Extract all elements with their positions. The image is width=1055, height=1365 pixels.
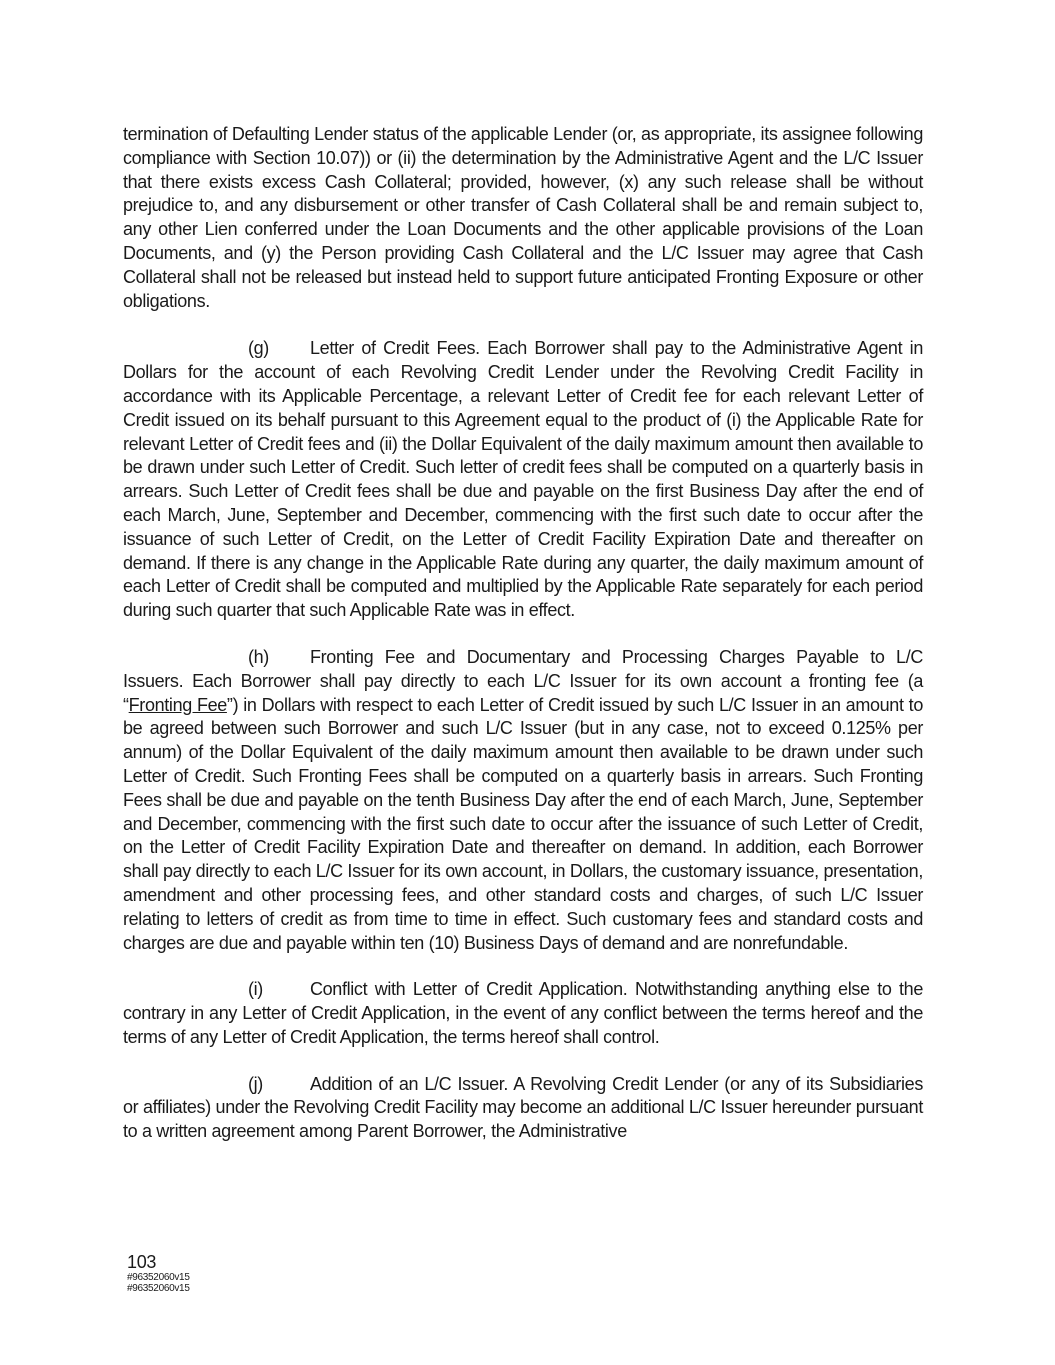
paragraph-f-continuation xyxy=(123,123,923,313)
section-label-i: (i) xyxy=(248,979,263,1000)
paragraph-g xyxy=(123,337,923,623)
paragraph-text: termination of Defaulting Lender status of the applicable Lender (or, as appropriate, its assignee following compliance with Section 10.07)) or (ii) the determination by the Administrative Agent and the L/C Issuer that there exists excess Cash Collateral; provided, however, (x) any such release shall be without prejudice to, and any disbursement or other transfer of Cash Collateral shall be and remain subject to, any other Lien conferred under the Loan Documents and the other applicable provisions of the Loan Documents, and (y) the Person providing Cash Collateral and the L/C Issuer may agree that Cash Collateral shall not be released but instead held to support future anticipated Fronting Exposure or other obligations. xyxy=(123,124,923,311)
document-id: #96352060v15 xyxy=(127,1272,190,1283)
defined-term-fronting-fee: Fronting Fee xyxy=(128,694,227,715)
document-id: #96352060v15 xyxy=(127,1283,190,1294)
document-body xyxy=(123,123,923,1167)
paragraph-j xyxy=(123,1073,923,1144)
paragraph-text: Fronting Fee and Documentary and Processing Charges Payable to L/C Issuers. Each Borrower shall pay directly to each L/C Issuer for its own account a fronting fee (a “ xyxy=(123,646,923,715)
section-label-j: (j) xyxy=(248,1073,263,1094)
paragraph-text: Letter of Credit Fees. Each Borrower shall pay to the Administrative Agent in Dollars for the account of each Revolving Credit Lender under the Revolving Credit Facility in accordance with its Applicable Percentage, a relevant Letter of Credit fee for each relevant Letter of Credit issued on its behalf pursuant to this Agreement equal to the product of (i) the Applicable Rate for relevant Letter of Credit fees and (ii) the Dollar Equivalent of the daily maximum amount then available to be drawn under such Letter of Credit. Such letter of credit fees shall be computed on a quarterly basis in arrears. Such Letter of Credit fees shall be due and payable on the first Business Day after the end of each March, June, September and December, commencing with the first such date to occur after the issuance of such Letter of Credit, on the Letter of Credit Facility Expiration Date and thereafter on demand. If there is any change in the Applicable Rate during any quarter, the daily maximum amount of each Letter of Credit shall be computed and multiplied by the Applicable Rate separately for each period during such quarter that such Applicable Rate was in effect. xyxy=(123,338,923,621)
paragraph-i xyxy=(123,978,923,1049)
section-label-g: (g) xyxy=(248,338,269,359)
page-footer xyxy=(127,1252,190,1294)
section-label-h: (h) xyxy=(248,646,269,667)
paragraph-text: ”) in Dollars with respect to each Letter of Credit issued by such L/C Issuer in an amount to be agreed between such Borrower and such L/C Issuer (but in any case, not to exceed 0.125% per annum) of the Dollar Equivalent of the daily maximum amount then available to be drawn under such Letter of Credit. Such Fronting Fees shall be computed on a quarterly basis in arrears. Such Fronting Fees shall be due and payable on the tenth Business Day after the end of each March, June, September and December, commencing with the first such date to occur after the issuance of such Letter of Credit, on the Letter of Credit Facility Expiration Date and thereafter on demand. In addition, each Borrower shall pay directly to each L/C Issuer for its own account, in Dollars, the customary issuance, presentation, amendment and other processing fees, and other standard costs and charges, of such L/C Issuer relating to letters of credit as from time to time in effect. Such customary fees and standard costs and charges are due and payable within ten (10) Business Days of demand and are nonrefundable. xyxy=(123,694,923,953)
paragraph-text: Conflict with Letter of Credit Application. Notwithstanding anything else to the contrary in any Letter of Credit Application, in the event of any conflict between the terms hereof and the terms of any Letter of Credit Application, the terms hereof shall control. xyxy=(123,979,923,1047)
page-number: 103 xyxy=(127,1252,157,1272)
paragraph-text: Addition of an L/C Issuer. A Revolving Credit Lender (or any of its Subsidiaries or affiliates) under the Revolving Credit Facility may become an additional L/C Issuer hereunder pursuant to a written agreement among Parent Borrower, the Administrative xyxy=(123,1073,923,1142)
paragraph-h xyxy=(123,646,923,955)
